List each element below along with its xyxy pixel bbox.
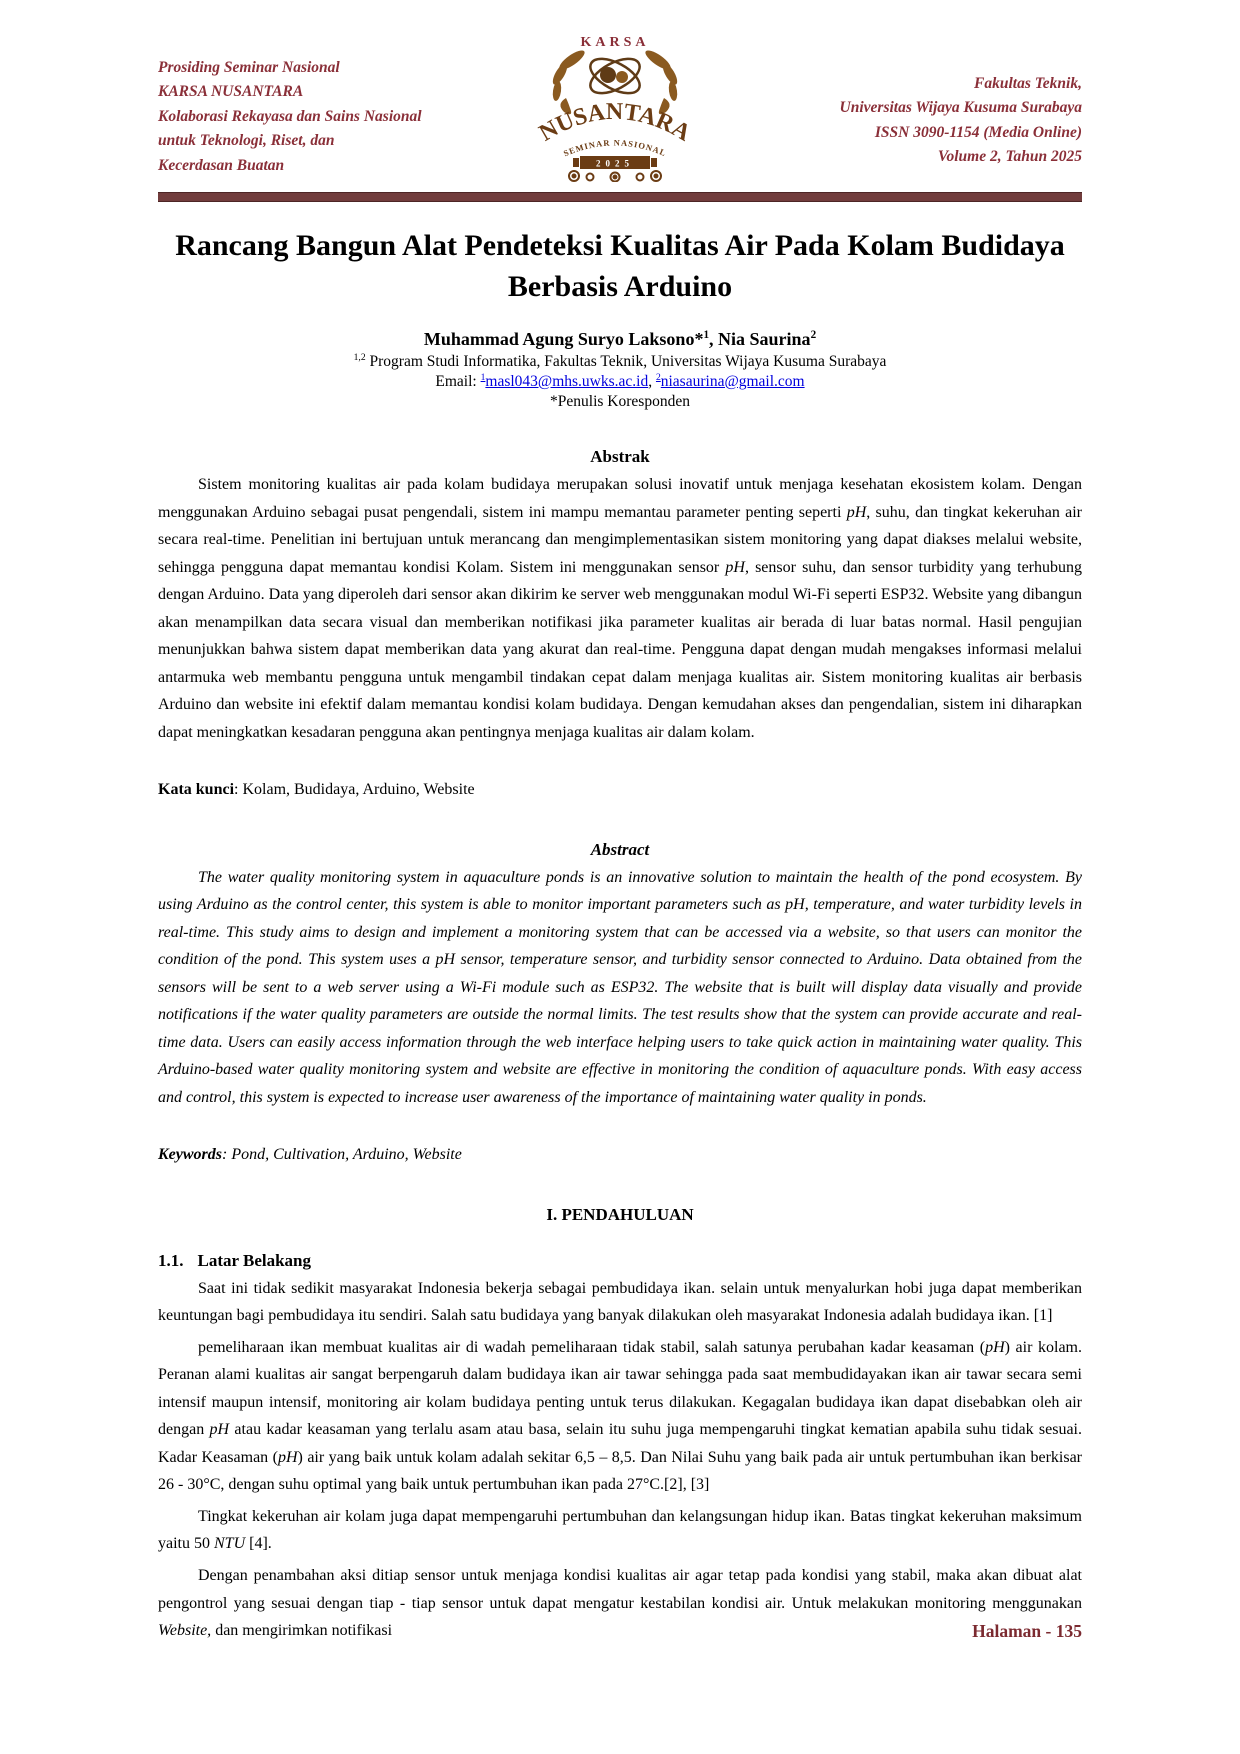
affiliation-line: $^{1,2}$ Program Studi Informatika, Fakultas Teknik, Universitas Wijaya Kusuma Surabaya [353, 351, 887, 370]
abstract-en-heading: Abstract [590, 839, 650, 859]
logo-seminar-text: SEMINAR NASIONAL [561, 137, 669, 159]
kata-kunci-line: Kata kunci: Kolam, Budidaya, Arduino, Website [158, 781, 475, 799]
page-header [158, 30, 1082, 182]
logo-emblem-icon [585, 52, 645, 100]
authors-line: Muhammad Agung Suryo Laksono*$^1$, Nia Saurina$^2$ [423, 329, 817, 349]
abstract-en-body: The water quality monitoring system in aquaculture ponds is an innovative solution to maintain the health of the pond ecosystem. By using Arduino as the control center, this system is able to monitor important parameters such as pH, temperature, and water turbidity levels in real-time. This study aims to design and implement a monitoring system that can be accessed via a website, so that users can monitor the condition of the pond. This system uses a pH sensor, temperature sensor, and turbidity sensor connected to Arduino. Data obtained from the sensors will be sent to a web server using a Wi-Fi module such as ESP32. The website that is built will display data visually and provide notifications if the water quality parameters are outside the normal limits. The test results show that the system can provide accurate and real-time data. Users can easily access information through the web interface helping users to take quick action in maintaining water quality. This Arduino-based water quality monitoring system and website are effective in monitoring the condition of aquaculture ponds. With easy access and control, this system is expected to increase user awareness of the importance of maintaining water quality in ponds. [158, 868, 1082, 1106]
logo-gears-icon [569, 171, 661, 182]
intro-paragraph-3: Tingkat kekeruhan air kolam juga dapat mempengaruhi pertumbuhan dan kelangsungan hidup ikan. Batas tingkat kekeruhan maksimum yaitu 50 NTU [4]. [158, 1507, 1082, 1553]
intro-paragraph-2: pemeliharaan ikan membuat kualitas air di wadah pemeliharaan tidak stabil, salah satunya perubahan kadar keasaman (pH) air kolam. Peranan alami kualitas air sangat berpengaruh dalam budidaya ikan air tawar sehingga pada saat membudidayakan ikan air tawar secara semi intensif maupun intensif, monitoring air kolam budidaya penting untuk terus dilakukan. Kegagalan budidaya ikan dapat disebabkan oleh air dengan pH atau kadar keasaman yang terlalu asam atau basa, selain itu suhu juga mempengaruhi tingkat kematian apabila suhu tidak sesuai. Kadar Keasaman (pH) air yang baik untuk kolam adalah sekitar 6,5 – 8,5. Dan Nilai Suhu yang baik pada air untuk pertumbuhan ikan berkisar 26 - 30°C, dengan suhu optimal yang baik untuk pertumbuhan ikan pada 27°C.[2], [3] [158, 1338, 1083, 1494]
header-left-block [158, 30, 488, 178]
email-link-1[interactable]: masl043@mhs.uwks.ac.id [485, 373, 649, 390]
header-right-line: Universitas Wijaya Kusuma Surabaya [839, 99, 1082, 117]
page-number: Halaman - 135 [972, 1621, 1082, 1641]
logo-graphic [526, 30, 704, 182]
intro-paragraph-1: Saat ini tidak sedikit masyarakat Indonesia bekerja sebagai pembudidaya ikan. selain untuk menyalurkan hobi juga dapat memberikan keuntungan bagi pembudidaya itu sendiri. Salah satu budidaya yang banyak dilakukan oleh masyarakat Indonesia adalah budidaya ikan. [1] [158, 1279, 1082, 1325]
section-1-heading: I. PENDAHULUAN [546, 1204, 694, 1224]
email-link-1-sup[interactable]: 1 [480, 371, 486, 383]
email-line: Email: $^1$masl043@mhs.uwks.ac.id, $^2$niasaurina@gmail.com [435, 371, 805, 390]
karsa-nusantara-logo [526, 30, 704, 182]
header-left-line: untuk Teknologi, Riset, dan [158, 132, 335, 150]
intro-paragraph-4: Dengan penambahan aksi ditiap sensor untuk menjaga kondisi kualitas air agar tetap pada kondisi yang stabil, maka akan dibuat alat pengontrol yang sesuai dengan tiap - tiap sensor untuk dapat mengatur kestabilan kondisi air. Untuk melakukan monitoring menggunakan Website, dan mengirimkan notifikasi [158, 1566, 1082, 1640]
header-right-block [742, 30, 1082, 170]
email-link-2[interactable]: niasaurina@gmail.com [660, 373, 805, 390]
page-title: Rancang Bangun Alat Pendeteksi Kualitas Air Pada Kolam Budidaya Berbasis Arduino [175, 229, 1065, 303]
logo-nusantara-text: NUSANTARA [535, 98, 695, 147]
correspondent-note: *Penulis Koresponden [550, 393, 690, 410]
header-left-line: Kecerdasan Buatan [158, 156, 285, 174]
header-left-line: Kolaborasi Rekayasa dan Sains Nasional [158, 107, 422, 125]
email-link-2-sup[interactable]: 2 [655, 371, 661, 383]
logo-year-banner [573, 156, 657, 169]
logo-year-text: 2025 [596, 158, 634, 169]
logo-karsa-text: KARSA [580, 35, 650, 50]
keywords-line: Keywords: Pond, Cultivation, Arduino, Website [158, 1146, 462, 1164]
header-divider [158, 192, 1082, 202]
subsection-title: Latar Belakang [197, 1250, 312, 1270]
header-right-line: Volume 2, Tahun 2025 [937, 148, 1082, 166]
abstrak-body: Sistem monitoring kualitas air pada kolam budidaya merupakan solusi inovatif untuk menjaga kesehatan ekosistem kolam. Dengan menggunakan Arduino sebagai pusat pengendali, sistem ini mampu memantau parameter penting seperti pH, suhu, dan tingkat kekeruhan air secara real-time. Penelitian ini bertujuan untuk merancang dan mengimplementasikan sistem monitoring yang dapat diakses melalui website, sehingga pengguna dapat memantau kondisi Kolam. Sistem ini menggunakan sensor pH, sensor suhu, dan sensor turbidity yang terhubung dengan Arduino. Data yang diperoleh dari sensor akan dikirim ke server web menggunakan modul Wi-Fi seperti ESP32. Website yang dibangun akan menampilkan data secara visual dan memberikan notifikasi jika parameter kualitas air berada di luar batas normal. Hasil pengujian menunjukkan bahwa sistem dapat memberikan data yang akurat dan real-time. Pengguna dapat dengan mudah mengakses informasi melalui antarmuka web membantu pengguna untuk mengambil tindakan cepat dalam menjaga kualitas air. Sistem monitoring kualitas air berbasis Arduino dan website ini efektif dalam memantau kondisi kolam budidaya. Dengan kemudahan akses dan pengendalian, sistem ini diharapkan dapat meningkatkan kesadaran pengguna akan pentingnya menjaga kualitas air dalam kolam. [158, 476, 1082, 741]
header-right-line: ISSN 3090-1154 (Media Online) [874, 123, 1082, 141]
abstrak-heading: Abstrak [590, 447, 650, 466]
subsection-number: 1.1. [158, 1250, 184, 1270]
header-left-line: KARSA NUSANTARA [158, 83, 304, 101]
header-left-line: Prosiding Seminar Nasional [158, 59, 340, 76]
subsection-1-1-heading [158, 1251, 1082, 1271]
header-right-line: Fakultas Teknik, [974, 75, 1082, 92]
